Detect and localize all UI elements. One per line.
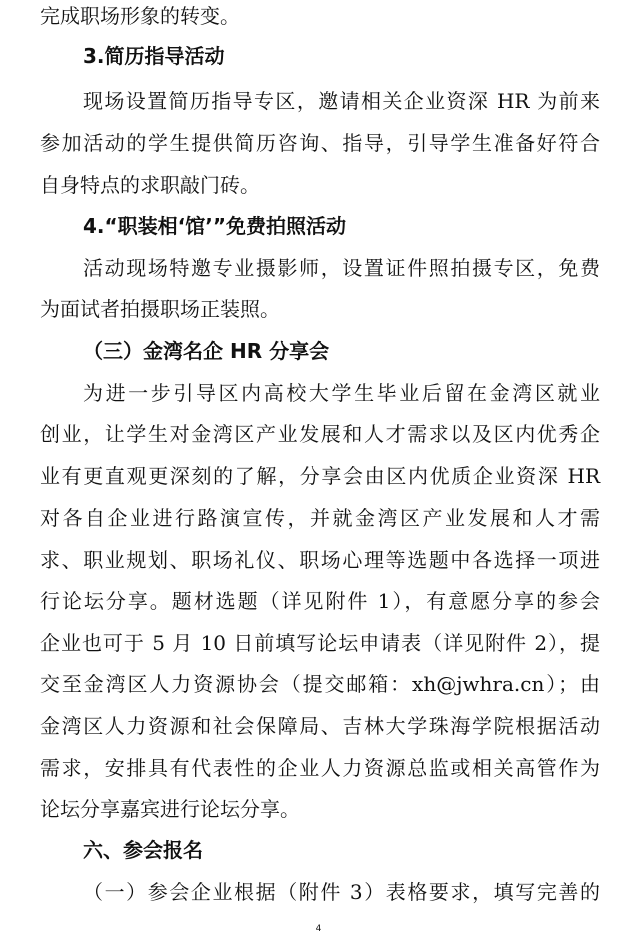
paragraph-line: 活动现场特邀专业摄影师，设置证件照拍摄专区，免费 xyxy=(83,256,600,280)
paragraph-line: 对各自企业进行路演宣传，并就金湾区产业发展和人才需 xyxy=(40,506,600,530)
paragraph-line: 行论坛分享。题材选题（详见附件 1），有意愿分享的参会 xyxy=(40,589,600,613)
section-heading-san: （三）金湾名企 HR 分享会 xyxy=(83,339,330,363)
paragraph-line: 现场设置简历指导专区，邀请相关企业资深 HR 为前来 xyxy=(83,89,600,113)
paragraph-line: 金湾区人力资源和社会保障局、吉林大学珠海学院根据活动 xyxy=(40,714,600,738)
paragraph-line: （一）参会企业根据（附件 3）表格要求，填写完善的 xyxy=(83,880,600,904)
paragraph-line: 参加活动的学生提供简历咨询、指导，引导学生准备好符合 xyxy=(40,131,600,155)
paragraph-line: 业有更直观更深刻的了解，分享会由区内优质企业资深 HR xyxy=(40,464,600,488)
paragraph-line: 论坛分享嘉宾进行论坛分享。 xyxy=(40,797,300,821)
paragraph-line: 交至金湾区人力资源协会（提交邮箱：xh@jwhra.cn）；由 xyxy=(40,672,600,696)
paragraph-line: 创业，让学生对金湾区产业发展和人才需求以及区内优秀企 xyxy=(40,422,600,446)
paragraph-line: 完成职场形象的转变。 xyxy=(40,4,240,28)
paragraph-line: 自身特点的求职敲门砖。 xyxy=(40,173,260,197)
section-heading-6: 六、参会报名 xyxy=(83,838,203,862)
paragraph-line: 需求，安排具有代表性的企业人力资源总监或相关高管作为 xyxy=(40,756,600,780)
paragraph-line: 为面试者拍摄职场正装照。 xyxy=(40,297,280,321)
paragraph-line: 求、职业规划、职场礼仪、职场心理等选题中各选择一项进 xyxy=(40,548,600,572)
paragraph-line: 为进一步引导区内高校大学生毕业后留在金湾区就业 xyxy=(83,381,600,405)
paragraph-line: 企业也可于 5 月 10 日前填写论坛申请表（详见附件 2），提 xyxy=(40,631,600,655)
page-number: 4 xyxy=(315,924,322,934)
section-heading-3: 3.简历指导活动 xyxy=(83,44,225,68)
section-heading-4: 4.“职装相‘馆’”免费拍照活动 xyxy=(83,214,346,238)
